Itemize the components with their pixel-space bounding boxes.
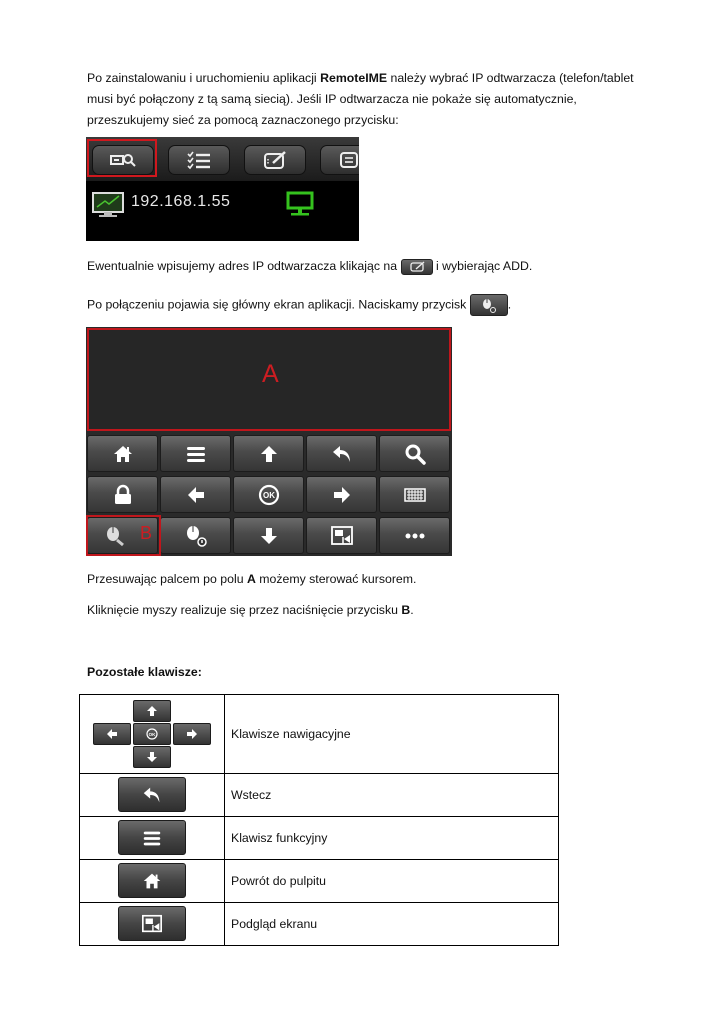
- screen-preview-icon: [330, 524, 354, 548]
- home-button[interactable]: [87, 435, 158, 472]
- manual-ip-text-cont: i wybierając ADD.: [435, 259, 533, 273]
- app-toolbar: [86, 137, 359, 181]
- table-row: [80, 774, 559, 817]
- app-name: RemoteIME: [320, 71, 388, 85]
- ip-address: 192.168.1.55: [131, 193, 231, 210]
- lock-icon: [111, 483, 135, 507]
- monitor-icon: [91, 191, 125, 219]
- cursor-text-cont: możemy sterować kursorem.: [255, 572, 417, 586]
- screen-preview-button-image: [118, 906, 186, 941]
- more-button[interactable]: [379, 517, 450, 554]
- svg-text:OK: OK: [148, 732, 156, 737]
- dpad-left: [93, 723, 131, 745]
- arrow-down-icon: [257, 524, 281, 548]
- ok-icon: [257, 483, 281, 507]
- dpad-down: [133, 746, 171, 768]
- table-row: [80, 817, 559, 860]
- screen-preview-button[interactable]: [306, 517, 377, 554]
- intro-text-cont: należy wybrać IP odtwarzacza (telefon/tablet musi być połączony z tą samą siecią). Jeśli IP odtwarzacza nie pokaże się automatycznie, przeszukujemy sieć za pomocą zaznaczonego przycisku:: [87, 71, 634, 127]
- connected-text: Po połączeniu pojawia się główny ekran aplikacji. Naciskamy przycisk: [87, 297, 467, 312]
- icon-cell: [80, 817, 225, 860]
- connect-monitor-icon[interactable]: [285, 191, 315, 219]
- up-button[interactable]: [233, 435, 304, 472]
- row-label: Klawisze nawigacyjne: [225, 695, 559, 774]
- click-text: Kliknięcie myszy realizuje się przez naciśnięcie przycisku: [87, 603, 402, 617]
- main-screen-screenshot: [86, 327, 452, 556]
- row-label: Klawisz funkcyjny: [225, 817, 559, 860]
- dpad-cell: [80, 695, 225, 774]
- home-icon: [141, 870, 163, 892]
- arrow-right-icon: [330, 483, 354, 507]
- edit-icon: [261, 150, 289, 170]
- right-button[interactable]: [306, 476, 377, 513]
- menu-button[interactable]: [160, 435, 231, 472]
- back-icon: [330, 442, 354, 466]
- search-button[interactable]: [379, 435, 450, 472]
- keys-table: [79, 694, 559, 946]
- menu-icon: [184, 442, 208, 466]
- row-label: Powrót do pulpitu: [225, 860, 559, 903]
- manual-ip-text: Ewentualnie wpisujemy adres IP odtwarzacza klikając na: [87, 259, 398, 273]
- table-row: [80, 860, 559, 903]
- click-paragraph: [87, 600, 647, 621]
- keyboard-icon: [403, 483, 427, 507]
- search-icon: [403, 442, 427, 466]
- back-button-image: [118, 777, 186, 812]
- click-bold: B: [401, 603, 411, 617]
- row-label: Wstecz: [225, 774, 559, 817]
- keyboard-button[interactable]: [379, 476, 450, 513]
- list-icon: [337, 150, 359, 170]
- connected-paragraph: [87, 294, 647, 316]
- icon-cell: [80, 860, 225, 903]
- highlight-frame: [87, 139, 157, 177]
- device-list-screenshot: [86, 137, 359, 241]
- dpad-right: [173, 723, 211, 745]
- mouse-mode-button[interactable]: [160, 517, 231, 554]
- menu-icon: [141, 827, 163, 849]
- mouse-mode-inline-icon: [470, 294, 508, 316]
- arrow-left-icon: [184, 483, 208, 507]
- manual-ip-paragraph: [87, 256, 647, 277]
- left-button[interactable]: [160, 476, 231, 513]
- device-row[interactable]: [86, 185, 359, 225]
- icon-cell: [80, 774, 225, 817]
- table-row: [80, 695, 559, 774]
- cursor-paragraph: [87, 569, 647, 590]
- connected-end: .: [507, 297, 512, 312]
- dpad-up: [133, 700, 171, 722]
- edit-button[interactable]: [244, 145, 306, 175]
- intro-text: Po zainstalowaniu i uruchomieniu aplikacji: [87, 71, 321, 85]
- home-icon: [111, 442, 135, 466]
- screen-preview-icon: [141, 913, 163, 935]
- svg-text:OK: OK: [262, 490, 275, 500]
- more-icon: [403, 524, 427, 548]
- down-button[interactable]: [233, 517, 304, 554]
- checklist-icon: [185, 150, 213, 170]
- highlight-frame-b: [86, 515, 161, 556]
- dpad-ok: [133, 723, 171, 745]
- touchpad-area[interactable]: [87, 328, 451, 431]
- arrow-up-icon: [257, 442, 281, 466]
- cursor-bold: A: [246, 572, 256, 586]
- back-button[interactable]: [306, 435, 377, 472]
- label-a: A: [262, 360, 279, 388]
- keypad-grid: [86, 434, 452, 556]
- mouse-mode-icon: [184, 524, 208, 548]
- other-keys-heading: Pozostałe klawisze:: [87, 665, 202, 679]
- click-text-cont: .: [410, 603, 414, 617]
- label-b: B: [140, 523, 153, 543]
- home-button-image: [118, 863, 186, 898]
- checklist-button[interactable]: [168, 145, 230, 175]
- list-button[interactable]: [320, 145, 359, 175]
- icon-cell: [80, 903, 225, 946]
- row-label: Podgląd ekranu: [225, 903, 559, 946]
- ok-button[interactable]: [233, 476, 304, 513]
- table-row: [80, 903, 559, 946]
- cursor-text: Przesuwając palcem po polu: [87, 572, 247, 586]
- edit-inline-icon: [401, 259, 433, 275]
- lock-button[interactable]: [87, 476, 158, 513]
- menu-button-image: [118, 820, 186, 855]
- intro-paragraph: [87, 68, 647, 131]
- back-icon: [141, 784, 163, 806]
